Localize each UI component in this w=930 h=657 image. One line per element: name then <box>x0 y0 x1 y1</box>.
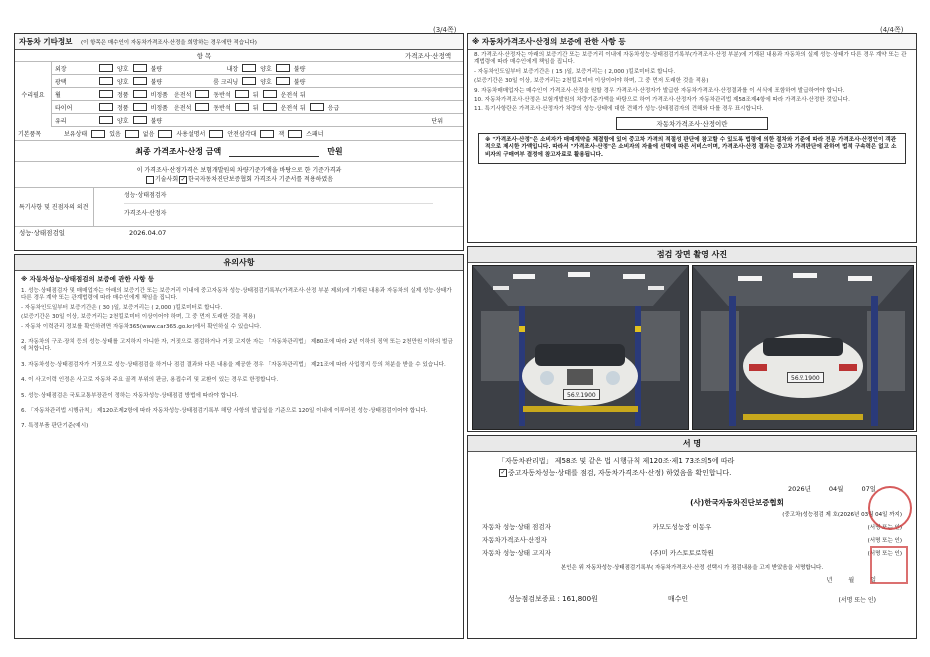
row-label: 내장 <box>226 65 239 73</box>
option-label: 사용설명서 <box>176 131 206 138</box>
sign-row-label: 자동차 성능·상태 고지자 <box>482 549 551 557</box>
item-column-title: 항 목 <box>196 52 212 60</box>
rear-car-photo <box>692 265 914 430</box>
option-label: 동반석 <box>213 104 231 112</box>
checkbox[interactable] <box>133 103 147 111</box>
sign-row-end: (서명 또는 인) <box>867 524 902 531</box>
basic-items-label: 기본품목 <box>18 131 42 138</box>
option-label: 불량 <box>150 78 163 86</box>
signature-cert: (중고차)성능점검 제 호(2026년 03월 04일 까지) <box>782 512 902 518</box>
notes-panel <box>14 254 464 639</box>
front-car-photo <box>472 265 689 430</box>
note-item: - 자동차인도일부터 보증기간은 ( 30 )일, 보증거리는 ( 2,000 )킬로미터로 합니다. <box>21 304 223 311</box>
option-label: 불량 <box>293 78 306 86</box>
option-label: 없음 <box>142 131 155 138</box>
signature-rows <box>468 518 916 561</box>
price-box-text: ※ "가격조사·산정"은 소비자가 매매계약을 체결함에 있어 중고차 가격의 적절성 판단에 참고할 수 있도록 법령에 의한 절차와 기준에 따라 전문 가격조사·산정인이 객관적으로 제시한 가액입니다. 따라서 "가격조사·산정"은 소비자의 자율에 선택에 따른 서비스이며, 가격조사·산정 결과는 중고차 가격판단에 관하여 법적 구속력은 없고 소비자의 구매여부 결정에 참고자료로 활용됩니다. <box>478 133 906 164</box>
checkbox[interactable] <box>263 90 277 98</box>
signature-confirm-line <box>468 466 916 478</box>
final-price-value[interactable] <box>229 146 319 157</box>
notes-subtitle: ※ 자동차성능·상태점검의 보증에 관한 사항 등 <box>21 275 155 283</box>
tail-year: 년 <box>826 577 833 584</box>
note-item: 4. 이 사고이력 인정은 사고로 자동차 주요 골격 부위의 판금, 용접수리 및 교환이 있는 경우로 한정합니다. <box>21 377 279 384</box>
checkbox[interactable] <box>158 130 172 138</box>
final-price-row <box>15 141 463 162</box>
checkbox[interactable] <box>260 130 274 138</box>
checkbox[interactable] <box>99 77 113 85</box>
final-price-label: 최종 가격조사·산정 금액 <box>135 146 222 156</box>
signature-tail-date <box>468 573 916 586</box>
checkbox[interactable] <box>125 130 139 138</box>
standard-suffix: 가격조사 기준서를 적용하였음 <box>253 176 334 183</box>
page-number-left: (3/4쪽) <box>433 26 457 34</box>
photo-panel <box>467 246 917 432</box>
signature-org: (사)한국자동차진단보증협회 <box>690 498 784 507</box>
sign-row-value: (주)미 카스토토로학원 <box>650 549 714 557</box>
row-label: 타이어 <box>55 104 73 112</box>
row-label: 외장 <box>55 65 67 73</box>
sign-row-value: 카모도성능장 이동우 <box>652 523 712 531</box>
buyer-label: 매수인 <box>667 595 689 603</box>
signature-notice: 본인은 위 자동차성능·상태점검기록부( 자동차가격조사·산정 선택시 가 점검내용을 고지 받았음을 서명합니다. <box>560 565 824 571</box>
option-label: 응급 <box>327 104 340 112</box>
note-item: (보증기간은 30일 이상, 보증거리는 2천킬로미터 이상이어야 하며, 그 중 먼저 도래한 것을 적용) <box>21 314 256 321</box>
checkbox[interactable] <box>288 130 302 138</box>
signature-panel <box>467 435 917 639</box>
checkbox-checked[interactable]: ✓ <box>180 175 186 183</box>
checkbox[interactable] <box>146 176 154 184</box>
basic-items-row <box>15 127 463 141</box>
standard-note-block <box>15 162 463 188</box>
option-label: 양호 <box>260 65 272 73</box>
checkbox[interactable] <box>195 103 209 111</box>
checkbox[interactable] <box>133 116 147 124</box>
row-label: 광택 <box>55 78 67 86</box>
date-day: 07일 <box>861 485 876 493</box>
option-label: 운전석 <box>173 91 192 99</box>
row-label: 유리 <box>55 117 67 125</box>
option-label: 정품 <box>117 91 129 99</box>
signature-date <box>468 478 916 493</box>
price-box-title: 자동차가격조사·산정이란 <box>616 117 768 130</box>
sign-row-end: (서명 또는 인) <box>867 550 902 557</box>
option-label: 비정품 <box>150 91 168 99</box>
option-label: 운전석 뒤 <box>280 104 306 112</box>
date-year: 2026년 <box>788 485 811 493</box>
option-label: 운전석 <box>173 104 192 112</box>
front-car-image <box>473 266 688 429</box>
etc-info-title: 자동차 기타정보 <box>19 37 73 46</box>
final-price-unit: 만원 <box>327 146 343 156</box>
option-label: 동반석 <box>213 91 231 99</box>
option-label: 운전석 뒤 <box>280 91 306 99</box>
checkbox[interactable] <box>91 130 105 138</box>
option-label: 보유상태 <box>64 131 88 138</box>
option-label: 잭 <box>278 131 285 138</box>
checkbox[interactable] <box>310 103 324 111</box>
option-label: 양호 <box>260 78 272 86</box>
rear-license-plate: 56오1900 <box>787 372 824 383</box>
row-label: 룸 크리닝 <box>213 78 239 86</box>
tail-month: 월 <box>848 577 855 584</box>
vehicle-etc-info-panel <box>14 33 464 251</box>
note-item: 6. 「자동차관리법 시행규칙」 제120조제2항에 따라 자동차성능·상태점검기록부 해당 사항의 발급일을 기준으로 120일 이내에 이루어진 성능·상태점검이어야 합니다. <box>21 408 428 415</box>
price-column-title: 가격조사·산정액 <box>404 52 452 60</box>
checkbox[interactable] <box>276 64 290 72</box>
option-label: 비정품 <box>150 104 168 112</box>
page-number-right: (4/4쪽) <box>880 26 904 34</box>
signature-title: 서 명 <box>468 436 916 452</box>
checkbox[interactable] <box>209 130 223 138</box>
note-item: 5. 성능·상태점검은 국토교통부장관이 정하는 자동차성능·상태점검 방법에 따라야 합니다. <box>21 392 239 399</box>
guarantee-item: 8. 가격조사·산정자는 아래의 보증기간 또는 보증거리 이내에 자동차성능·상태점검기록부(가격조사·산정 부분)에 기재된 내용과 자동차의 실제 성능·상태가 다른 경우 계약 또는 관계법령에 따라 매수인에게 책임을 집니다. <box>474 52 907 66</box>
red-square-stamp <box>867 546 908 584</box>
checkbox[interactable] <box>235 103 249 111</box>
tail-day: 일 <box>870 577 876 584</box>
option-label: 불량 <box>150 65 163 73</box>
option-label: 정품 <box>117 104 129 112</box>
valid-date-row <box>15 227 463 239</box>
sign-row-label: 자동차가격조사·산정자 <box>482 536 547 544</box>
note-item: - 자동차 이력관리 정보를 확인하려면 자동차365(www.car365.go.kr)에서 확인하실 수 있습니다. <box>21 323 262 330</box>
guarantee-item: - 자동차인도일부터 보증기간은 ( 15 )일, 보증거리는 ( 2,000 )킬로미터로 합니다. <box>474 68 676 75</box>
option-label: 한국자동차진단보증협회 <box>188 176 252 183</box>
note-item: 7. 특정부품 판단기준(예시) <box>21 423 89 430</box>
repair-rows <box>52 62 463 127</box>
buyer-sign: (서명 또는 인) <box>838 596 876 604</box>
note-item: 2. 자동차의 구조·장치 등의 성능·상태를 고지하지 아니한 자, 거짓으로 점검하거나 거짓 고지한 자는 「자동차관리법」 제80조에 따라 2년 이하의 징역 또는 2천만원 이하의 벌금에 처합니다. <box>21 339 453 353</box>
option-label: 안전삼각대 <box>227 131 257 138</box>
price-guarantee-header: ※ 자동차가격조사·산정의 보증에 관한 사항 등 <box>468 34 916 50</box>
notes-title: 유의사항 <box>15 255 463 271</box>
option-label: 기술사회 <box>154 176 179 183</box>
row-label: 휠 <box>55 91 61 99</box>
valid-date-label: 성능·상태점검일 <box>19 229 66 237</box>
photo-title: 점검 장면 촬영 사진 <box>468 247 916 263</box>
sign-row-label: 자동차 성능·상태 점검자 <box>482 523 551 531</box>
checkbox[interactable] <box>99 116 113 124</box>
option-label: 불량 <box>150 117 163 125</box>
checkbox-checked[interactable]: ✓ <box>500 469 506 476</box>
sign-row-end: (서명 또는 인) <box>867 537 902 544</box>
checkbox[interactable] <box>133 77 147 85</box>
guarantee-item: 10. 자동차가격조사·산정은 보험개발원의 차량기준가액을 바탕으로 하여 가격조사·산정자가 자동차관리법 제58조제4항에 따라 가격조사·산정한 것입니다. <box>474 97 850 104</box>
valid-date-value: 2026.04.07 <box>129 228 167 237</box>
note-item: 1. 성능·상태점검자 및 매매업자는 아래의 보증기간 또는 보증거리 이내에 중고자동차 성능·상태점검기록부(가격조사·산정 부분 제외)에 기재된 내용과 자동차의 실제 성능·상태가 다른 경우 계약 또는 관계법령에 따라 매수인에게 책임을 집니다. <box>21 288 452 302</box>
option-label: 있음 <box>109 131 121 138</box>
option-label: 불량 <box>293 65 306 73</box>
option-label: 뒤 <box>252 104 259 112</box>
inspector-line: 성능·상태점검자 <box>124 190 433 204</box>
checkbox[interactable] <box>99 103 113 111</box>
option-label: 뒤 <box>252 91 259 99</box>
opinion-body <box>94 188 463 226</box>
etc-info-note: (이 항목은 매수인이 자동차가격조사·산정을 희망하는 경우에만 적습니다) <box>80 40 257 46</box>
unit-label: 단위 <box>431 117 443 125</box>
etc-info-header <box>15 34 463 50</box>
checkbox[interactable] <box>195 90 209 98</box>
checkbox[interactable] <box>235 90 249 98</box>
guarantee-item: 11. 특기사항란은 가격조사·산정자가 차량의 성능·상태에 대한 견해가 성능·상태점검자의 견해와 다를 경우 표시합니다. <box>474 106 764 113</box>
option-label: 양호 <box>117 65 129 73</box>
checkbox[interactable] <box>242 77 256 85</box>
option-label: 양호 <box>117 78 129 86</box>
repair-group-label: 수리필요 <box>15 62 52 127</box>
checkbox[interactable] <box>242 64 256 72</box>
front-license-plate: 56오1900 <box>563 389 600 400</box>
signature-confirm-text: 중고자동차성능·상태를 점검, 자동차가격조사·산정) 하였음을 확인합니다. <box>508 469 732 477</box>
checkbox[interactable] <box>99 64 113 72</box>
price-guarantee-panel <box>467 33 917 243</box>
checkbox[interactable] <box>276 77 290 85</box>
fee-row <box>468 586 916 604</box>
rear-car-image <box>693 266 913 429</box>
guarantee-item: 9. 자동차매매업자는 매수인이 가격조사·산정을 원할 경우 가격조사·산정자가 발급한 자동차가격조사·산정결과를 이 서식에 포함하여 발급하여야 합니다. <box>474 87 845 94</box>
note-item: 3. 자동차성능·상태점검자가 거짓으로 성능·상태점검을 하거나 점검 결과와 다른 내용을 제공한 경우 「자동차관리법」 제21조에 따라 사업정지 등의 처분을 받을 수 있습니다. <box>21 361 446 368</box>
opinion-label: 특기사항 및 진점자의 의견 <box>15 188 94 226</box>
red-seal-stamp <box>868 486 912 530</box>
checkbox[interactable] <box>133 90 147 98</box>
appraiser-line: 가격조사·산정자 <box>124 209 167 217</box>
standard-note: 이 가격조사·산정가격은 보험개발원의 차량기준가액을 바탕으로 한 기준가격과 <box>136 167 342 174</box>
signature-law-text: 「자동차관리법」 제58조 및 같은 법 시행규칙 제120조·제1 73조의5에 따라 <box>498 457 735 465</box>
checkbox[interactable] <box>263 103 277 111</box>
checkbox[interactable] <box>99 90 113 98</box>
guarantee-item: (보증기간은 30일 이상, 보증거리는 2천킬로미터 이상이어야 하며, 그 중 먼저 도래한 것을 적용) <box>474 78 709 85</box>
checkbox[interactable] <box>133 64 147 72</box>
option-label: 스패너 <box>306 131 324 138</box>
fee-label: 성능점검보증료 : 161,800원 <box>508 595 598 603</box>
option-label: 양호 <box>117 117 129 125</box>
date-month: 04월 <box>828 485 844 493</box>
